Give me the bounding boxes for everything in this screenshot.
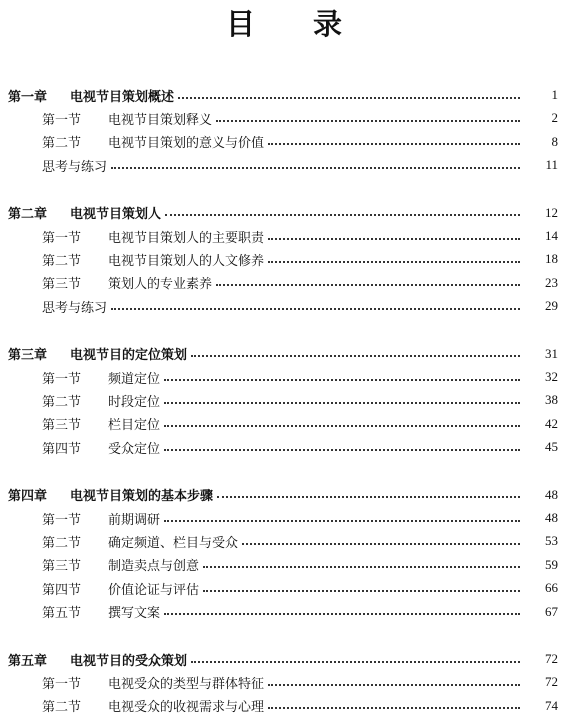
dot-leader <box>191 660 520 663</box>
section-title: 栏目定位 <box>108 418 161 434</box>
section-title: 撰写文案 <box>108 606 161 622</box>
section-title: 前期调研 <box>108 512 161 528</box>
section-number: 第一节 <box>42 112 82 128</box>
section-title: 电视节目策划人的主要职责 <box>108 230 265 246</box>
page-number: 38 <box>545 392 558 408</box>
page-number: 11 <box>545 157 558 173</box>
section-number: 第一节 <box>42 676 82 692</box>
chapter-entry[interactable] <box>0 202 568 224</box>
section-number: 第三节 <box>42 277 82 293</box>
section-title: 确定频道、栏目与受众 <box>108 535 239 551</box>
chapter-title: 电视节目策划概述 <box>70 89 175 105</box>
section-entry[interactable] <box>0 695 568 717</box>
page-number: 48 <box>545 486 558 502</box>
section-number: 第二节 <box>42 136 82 152</box>
section-entry[interactable] <box>0 272 568 294</box>
dot-leader <box>178 96 520 99</box>
page-number: 67 <box>545 603 558 619</box>
chapter-title: 电视节目策划人 <box>70 207 162 223</box>
section-entry[interactable] <box>0 436 568 458</box>
dot-leader <box>164 448 520 451</box>
section-entry[interactable] <box>0 530 568 552</box>
dot-leader <box>111 166 520 169</box>
section-number: 第一节 <box>42 512 82 528</box>
page-number: 72 <box>545 651 558 666</box>
page-number: 59 <box>545 556 558 572</box>
section-entry[interactable] <box>0 131 568 153</box>
section-number: 第二节 <box>42 700 82 716</box>
section-entry[interactable] <box>0 577 568 599</box>
section-title: 受众定位 <box>108 441 161 457</box>
chapter-number: 第二章 <box>8 207 48 223</box>
dot-leader <box>268 706 520 709</box>
page-number: 32 <box>545 369 558 384</box>
chapter-number: 第四章 <box>8 489 48 505</box>
page-number: 29 <box>545 298 558 314</box>
page-number: 12 <box>545 204 558 220</box>
dot-leader <box>216 119 520 122</box>
section-entry[interactable] <box>0 671 568 693</box>
page-number: 2 <box>551 110 558 126</box>
section-number: 第二节 <box>42 394 82 410</box>
dot-leader <box>268 683 520 686</box>
section-title: 制造卖点与创意 <box>108 559 200 575</box>
section-title: 策划人的专业素养 <box>108 277 213 293</box>
dot-leader <box>203 589 520 592</box>
dot-leader <box>164 378 520 381</box>
exercise-entry[interactable] <box>0 295 568 317</box>
section-entry[interactable] <box>0 554 568 576</box>
page-title <box>0 4 568 44</box>
section-title: 思考与练习 <box>42 159 108 175</box>
dot-leader <box>217 495 520 498</box>
dot-leader <box>191 354 520 357</box>
dot-leader <box>164 401 520 404</box>
section-title: 电视节目策划的意义与价值 <box>108 136 265 152</box>
page-number: 45 <box>545 439 558 455</box>
dot-leader <box>242 542 520 545</box>
section-entry[interactable] <box>0 107 568 129</box>
dot-leader <box>268 260 520 263</box>
page-number: 48 <box>545 510 558 525</box>
page-number: 18 <box>545 251 558 267</box>
page-number: 31 <box>545 345 558 361</box>
section-number: 第一节 <box>42 371 82 387</box>
section-title: 思考与练习 <box>42 300 108 316</box>
section-title: 电视受众的类型与群体特征 <box>108 676 265 692</box>
section-number: 第三节 <box>42 418 82 434</box>
section-title: 价值论证与评估 <box>108 582 200 598</box>
chapter-number: 第一章 <box>8 89 48 105</box>
dot-leader <box>216 283 520 286</box>
section-entry[interactable] <box>0 413 568 435</box>
dot-leader <box>164 612 520 615</box>
dot-leader <box>165 213 520 216</box>
page-number: 66 <box>545 580 558 596</box>
dot-leader <box>203 565 520 568</box>
section-title: 时段定位 <box>108 394 161 410</box>
section-entry[interactable] <box>0 248 568 270</box>
section-entry[interactable] <box>0 507 568 529</box>
section-title: 频道定位 <box>108 371 161 387</box>
section-number: 第四节 <box>42 582 82 598</box>
chapter-entry[interactable] <box>0 84 568 106</box>
chapter-title: 电视节目的定位策划 <box>70 348 188 364</box>
dot-leader <box>164 424 520 427</box>
page-number: 72 <box>545 674 558 690</box>
title-char-2: 录 <box>313 7 343 41</box>
section-number: 第二节 <box>42 535 82 551</box>
chapter-entry[interactable] <box>0 484 568 506</box>
chapter-number: 第三章 <box>8 348 48 364</box>
dot-leader <box>268 142 520 145</box>
section-number: 第五节 <box>42 606 82 622</box>
page-number: 8 <box>551 133 558 149</box>
chapter-title: 电视节目的受众策划 <box>70 653 188 669</box>
section-number: 第三节 <box>42 559 82 575</box>
section-title: 电视受众的收视需求与心理 <box>108 700 265 716</box>
chapter-entry[interactable] <box>0 648 568 670</box>
chapter-title: 电视节目策划的基本步骤 <box>70 489 214 505</box>
page-number: 42 <box>545 415 558 431</box>
section-entry[interactable] <box>0 225 568 247</box>
section-title: 电视节目策划人的人文修养 <box>108 253 265 269</box>
section-title: 电视节目策划释义 <box>108 112 213 128</box>
dot-leader <box>164 519 520 522</box>
page-number: 14 <box>545 228 558 243</box>
dot-leader <box>111 307 520 310</box>
section-entry[interactable] <box>0 389 568 411</box>
dot-leader <box>268 237 520 240</box>
page-number: 1 <box>551 87 558 102</box>
page-number: 53 <box>545 533 558 549</box>
title-char-1: 目 <box>225 7 255 41</box>
section-entry[interactable] <box>0 366 568 388</box>
page-number: 23 <box>545 274 558 290</box>
section-number: 第二节 <box>42 253 82 269</box>
page-number: 74 <box>545 697 558 713</box>
chapter-entry[interactable] <box>0 343 568 365</box>
section-entry[interactable] <box>0 601 568 623</box>
chapter-number: 第五章 <box>8 653 48 669</box>
exercise-entry[interactable] <box>0 154 568 176</box>
section-number: 第四节 <box>42 441 82 457</box>
section-number: 第一节 <box>42 230 82 246</box>
